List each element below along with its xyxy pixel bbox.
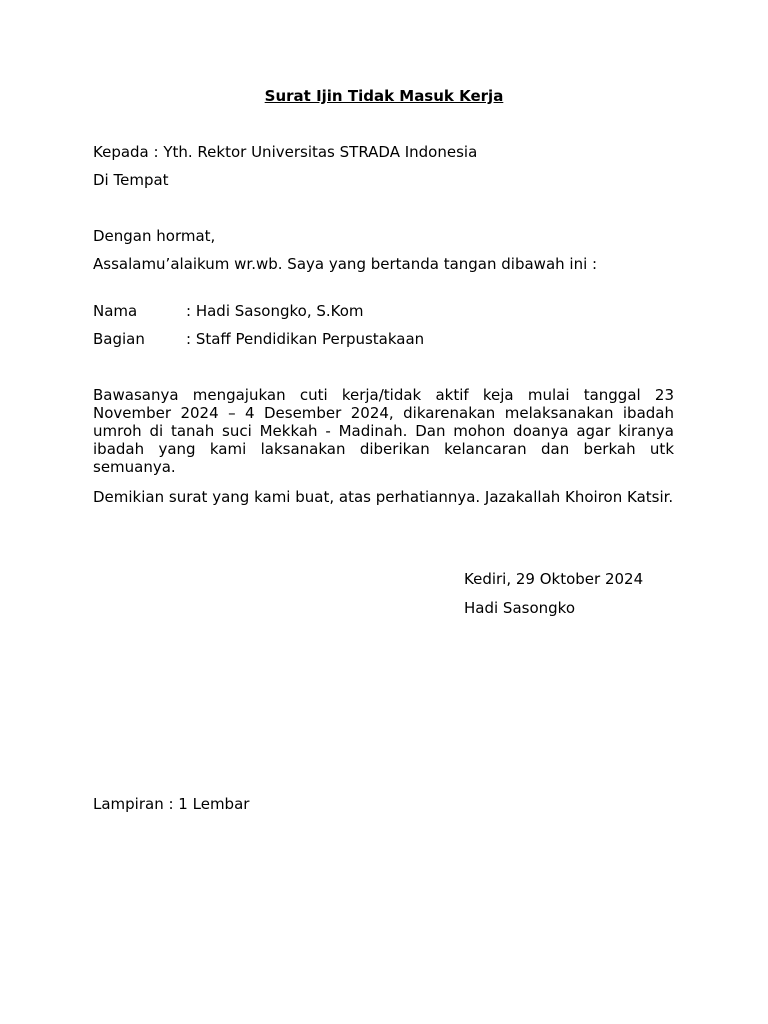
field-value: : Hadi Sasongko, S.Kom [186,302,364,320]
field-row-bagian [93,330,424,348]
place-line: Di Tempat [93,171,169,189]
field-label: Bagian [93,330,145,348]
field-label: Nama [93,302,138,320]
body-paragraph: Bawasanya mengajukan cuti kerja/tidak aktif keja mulai tanggal 23 November 2024 – 4 Desember 2024, dikarenakan melaksanakan ibadah umroh di tanah suci Mekkah - Madinah. Dan mohon doanya agar kiranya ibadah yang kami laksanakan diberikan kelancaran dan berkah utk semuanya. [93,386,674,476]
signature-place-date: Kediri, 29 Oktober 2024 [464,570,644,588]
letter-title: Surat Ijin Tidak Masuk Kerja [264,87,504,105]
opening-line: Assalamu’alaikum wr.wb. Saya yang bertanda tangan dibawah ini : [93,255,598,273]
recipient-line: Kepada : Yth. Rektor Universitas STRADA Indonesia [93,143,478,161]
signature-name: Hadi Sasongko [464,599,575,617]
closing-paragraph: Demikian surat yang kami buat, atas perhatiannya. Jazakallah Khoiron Katsir. [93,488,674,506]
field-row-nama [93,302,364,320]
attachment-line: Lampiran : 1 Lembar [93,795,250,813]
greeting-line: Dengan hormat, [93,227,216,245]
field-value: : Staff Pendidikan Perpustakaan [186,330,425,348]
